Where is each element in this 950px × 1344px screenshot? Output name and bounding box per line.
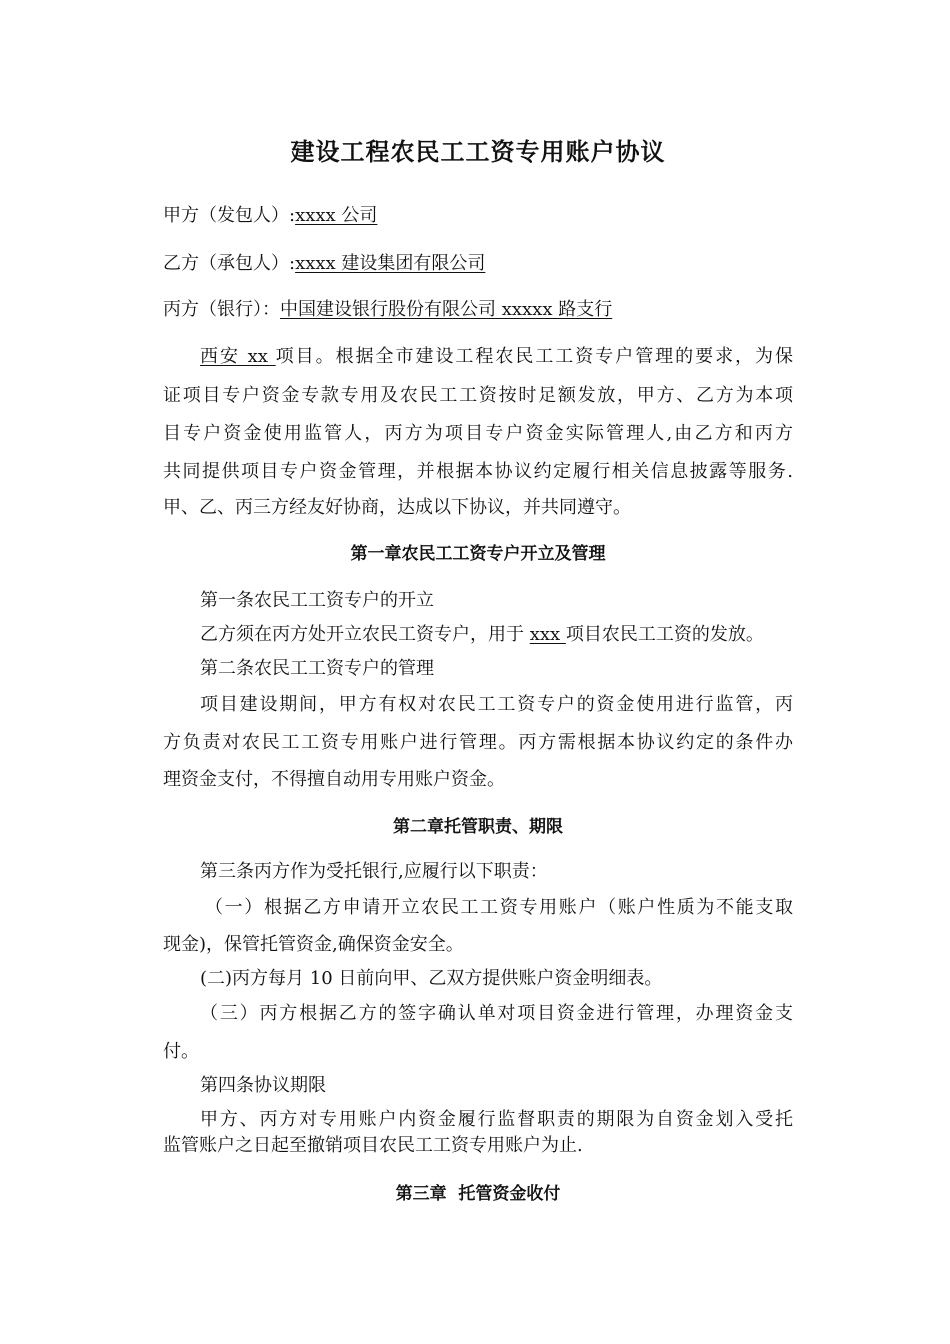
intro-line-3: 目专户资金使用监管人，丙方为项目专户资金实际管理人,由乙方和丙方 xyxy=(163,423,793,444)
article-3-title: 第三条丙方作为受托银行,应履行以下职责： xyxy=(200,861,548,882)
article-3-item-2: (二)丙方每月 10 日前向甲、乙双方提供账户资金明细表。 xyxy=(200,968,663,989)
intro-project-name: 西安 xx xyxy=(200,346,276,367)
article-1-text-pre: 乙方须在丙方处开立农民工资专户，用于 xyxy=(200,624,530,645)
article-2-line-2: 方负责对农民工工资专用账户进行管理。丙方需根据本协议约定的条件办 xyxy=(163,732,793,753)
party-a-name: xxxx 公司 xyxy=(295,205,378,226)
article-4-title: 第四条协议期限 xyxy=(200,1075,326,1096)
article-3-item-1-line-2: 现金)，保管托管资金,确保资金安全。 xyxy=(163,934,464,955)
party-b-line xyxy=(163,251,793,277)
article-2-title: 第二条农民工工资专户的管理 xyxy=(200,658,434,679)
article-1-body xyxy=(200,622,793,648)
party-c-line xyxy=(163,297,793,323)
chapter-3-heading: 第三章 托管资金收付 xyxy=(395,1184,561,1204)
party-b-name: xxxx 建设集团有限公司 xyxy=(295,253,486,274)
article-4-line-1: 甲方、丙方对专用账户内资金履行监督职责的期限为自资金划入受托 xyxy=(200,1109,793,1130)
party-c-label: 丙方（银行）： xyxy=(163,299,280,320)
intro-line-5: 甲、乙、丙三方经友好协商，达成以下协议，并共同遵守。 xyxy=(163,497,631,518)
intro-line-1-text: 项目。根据全市建设工程农民工工资专户管理的要求，为保 xyxy=(275,346,793,367)
intro-line-2: 证项目专户资金专款专用及农民工工资按时足额发放，甲方、乙方为本项 xyxy=(163,385,793,406)
party-a-label: 甲方（发包人）: xyxy=(163,205,296,226)
document-title: 建设工程农民工工资专用账户协议 xyxy=(290,137,666,166)
intro-line-1 xyxy=(200,344,793,370)
article-1-text-post: 项目农民工工资的发放。 xyxy=(565,624,764,645)
party-a-line xyxy=(163,203,793,229)
party-c-name: 中国建设银行股份有限公司 xxxxx 路支行 xyxy=(280,299,613,320)
article-2-line-3: 理资金支付，不得擅自动用专用账户资金。 xyxy=(163,769,505,790)
article-2-line-1: 项目建设期间，甲方有权对农民工工资专户的资金使用进行监管，丙 xyxy=(200,694,793,715)
article-3-item-3-line-1: （三）丙方根据乙方的签字确认单对项目资金进行管理，办理资金支 xyxy=(200,1003,793,1024)
party-b-label: 乙方（承包人）: xyxy=(163,253,296,274)
article-4-line-2: 监管账户之日起至撤销项目农民工工资专用账户为止. xyxy=(163,1135,583,1156)
article-1-project: xxx xyxy=(529,624,566,645)
chapter-2-heading: 第二章托管职责、期限 xyxy=(393,817,563,837)
article-3-item-3-line-2: 付。 xyxy=(163,1041,199,1062)
chapter-1-heading: 第一章农民工工资专户开立及管理 xyxy=(350,544,606,564)
intro-line-4: 共同提供项目专户资金管理，并根据本协议约定履行相关信息披露等服务. xyxy=(163,461,793,482)
article-3-item-1-line-1: （一）根据乙方申请开立农民工工资专用账户（账户性质为不能支取 xyxy=(205,897,793,918)
article-1-title: 第一条农民工工资专户的开立 xyxy=(200,590,434,611)
